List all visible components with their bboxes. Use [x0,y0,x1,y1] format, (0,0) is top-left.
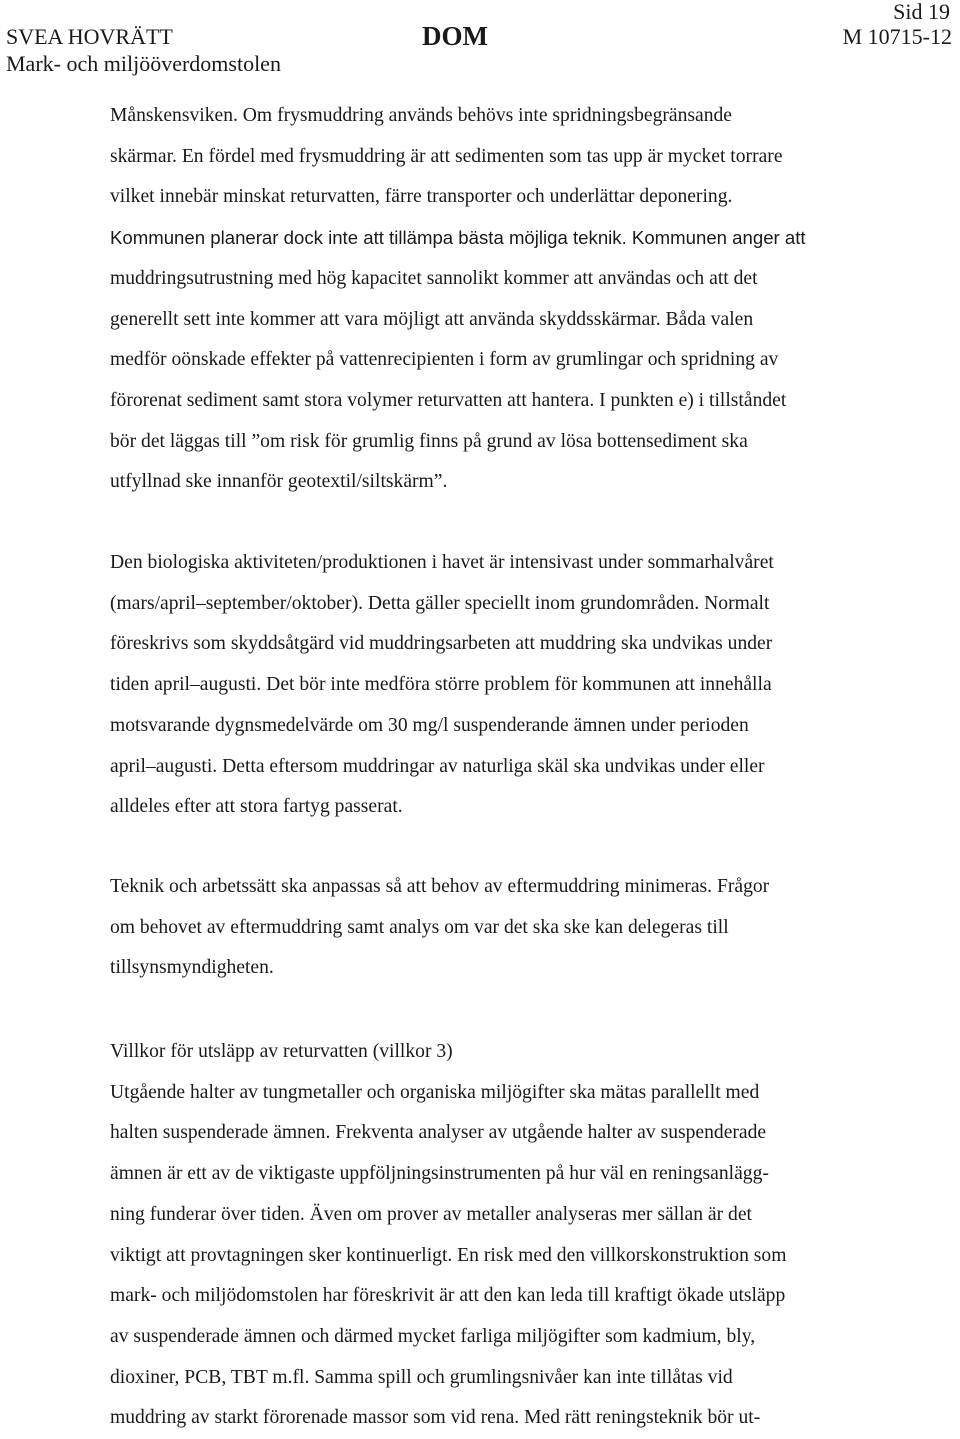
text-line: halten suspenderade ämnen. Frekventa analyser av utgående halter av suspenderade [110,1122,767,1144]
paragraph-2 [110,543,950,828]
text-line: Den biologiska aktiviteten/produktionen i havet är intensivast under sommarhalvåret [110,552,774,573]
text-line: av suspenderade ämnen och därmed mycket farliga miljögifter som kadmium, bly, [110,1325,756,1347]
text-line: dioxiner, PCB, TBT m.fl. Samma spill och grumlingsnivåer kan inte tillåtas vid [110,1366,733,1388]
text-line: tiden april–augusti. Det bör inte medföra större problem för kommunen att innehålla [110,674,772,696]
text-line: generellt sett inte kommer att vara möjligt att använda skyddsskärmar. Båda valen [110,308,754,330]
text-line: Kommunen planerar dock inte att tillämpa bästa möjliga teknik. Kommunen anger att [110,227,806,249]
text-line: muddring av starkt förorenade massor som vid rena. Med rätt reningsteknik bör ut- [110,1407,761,1429]
text-line: muddringsutrustning med hög kapacitet sannolikt kommer att användas och att det [110,267,758,289]
text-line: utfyllnad ske innanför geotextil/siltskärm”. [110,471,448,493]
text-line: ning funderar över tiden. Även om prover av metaller analyseras mer sällan är det [110,1203,752,1225]
page-number: Sid 19 [893,0,950,24]
text-line: förorenat sediment samt stora volymer returvatten att hantera. I punkten e) i tillståndet [110,389,787,411]
text-line: ämnen är ett av de viktigaste uppföljningsinstrumenten på hur väl en reningsanlägg- [110,1163,769,1185]
document-type: DOM [422,21,488,51]
text-line: vilket innebär minskat returvatten, färre transporter och underlättar deponering. [110,186,733,208]
text-line: bör det läggas till ”om risk för grumlig finns på grund av lösa bottensediment ska [110,430,748,452]
court-name: SVEA HOVRÄTT [6,24,173,49]
paragraph-4 [110,1032,950,1439]
text-line: viktigt att provtagningen sker kontinuerligt. En risk med den villkorskonstruktion som [110,1244,787,1266]
text-line: alldeles efter att stora fartyg passerat. [110,796,403,818]
case-number: M 10715-12 [842,24,952,49]
text-line: Utgående halter av tungmetaller och organiska miljögifter ska mätas parallellt med [110,1081,760,1103]
text-line: om behovet av eftermuddring samt analys om var det ska ske kan delegeras till [110,916,729,938]
text-line: (mars/april–september/oktober). Detta gäller speciellt inom grundområden. Normalt [110,592,770,614]
text-line: motsvarande dygnsmedelvärde om 30 mg/l suspenderande ämnen under perioden [110,714,749,736]
text-line: medför oönskade effekter på vattenrecipienten i form av grumlingar och spridning av [110,349,779,371]
text-line: Teknik och arbetssätt ska anpassas så att behov av eftermuddring minimeras. Frågor [110,876,770,897]
text-line: Månskensviken. Om frysmuddring används behövs inte spridningsbegränsande [110,105,732,126]
text-line: april–augusti. Detta eftersom muddringar av naturliga skäl ska undvikas under eller [110,755,765,777]
text-line: tillsynsmyndigheten. [110,957,274,979]
text-line: föreskrivs som skyddsåtgärd vid muddringsarbeten att muddring ska undvikas under [110,633,773,655]
text-line: mark- och miljödomstolen har föreskrivit är att den kan leda till kraftigt ökade utsläpp [110,1285,786,1307]
text-line: skärmar. En fördel med frysmuddring är att sedimenten som tas upp är mycket torrare [110,145,783,167]
paragraph-3 [110,867,950,989]
section-heading: Villkor för utsläpp av returvatten (villkor 3) [110,1041,453,1062]
paragraph-1 [110,96,950,503]
subcourt-name: Mark- och miljööverdomstolen [6,51,281,76]
